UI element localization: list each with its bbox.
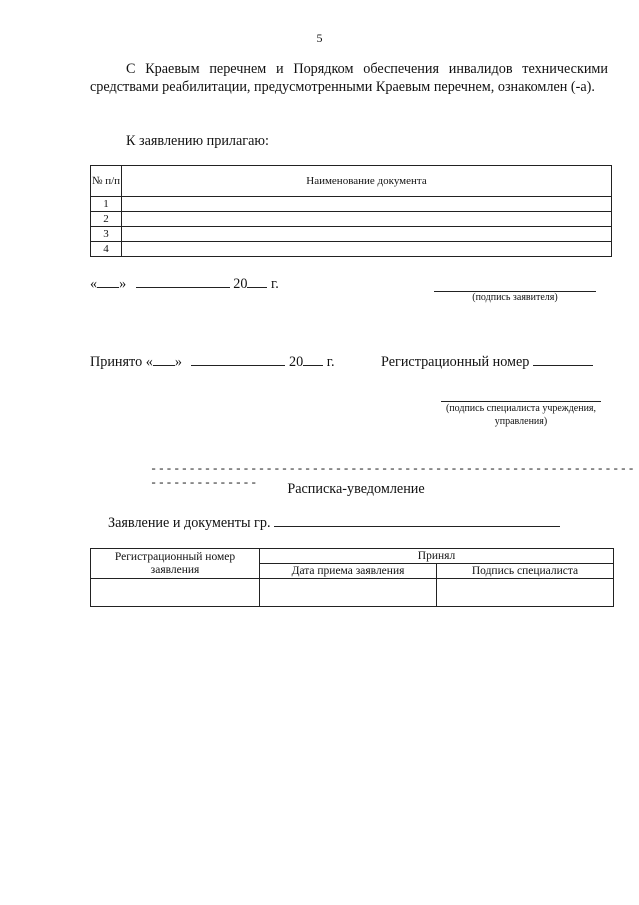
applicant-signature-caption: (подпись заявителя) — [472, 292, 558, 303]
table-header-row — [91, 166, 612, 197]
col-document-name-header: Наименование документа — [122, 166, 612, 197]
col-signature-header: Подпись специалиста — [437, 564, 614, 579]
day-blank[interactable] — [97, 275, 119, 288]
acknowledgement-paragraph: С Краевым перечнем и Порядком обеспечения инвалидов техническими средствами реабилитации, предусмотренными Краевым перечнем, ознакомлен (-а). — [90, 61, 608, 96]
document-name-cell[interactable] — [122, 242, 612, 257]
table-row — [91, 197, 612, 212]
attachments-heading: К заявлению прилагаю: — [126, 133, 269, 149]
year-prefix: 20 — [233, 276, 248, 292]
month-blank[interactable] — [136, 275, 230, 288]
table-row — [91, 579, 614, 607]
cut-line: ----------------------------------------------------------------------------- — [150, 462, 636, 490]
year-suffix: г. — [271, 276, 279, 292]
document-name-cell[interactable] — [122, 227, 612, 242]
col-number-header: № п/п — [91, 166, 122, 197]
application-date-field — [90, 275, 279, 293]
open-quote: « — [90, 276, 98, 292]
day-blank[interactable] — [153, 353, 175, 366]
table-row — [91, 212, 612, 227]
month-blank[interactable] — [191, 353, 285, 366]
receipt-title: Расписка-уведомление — [287, 481, 425, 497]
row-number: 4 — [91, 242, 122, 257]
receipt-applicant-field — [108, 514, 560, 532]
row-number: 1 — [91, 197, 122, 212]
applicant-name-blank[interactable] — [274, 514, 560, 527]
table-header-row — [91, 549, 614, 564]
document-name-cell[interactable] — [122, 212, 612, 227]
registration-number-field — [381, 353, 593, 371]
year-blank[interactable] — [303, 353, 323, 366]
row-number: 2 — [91, 212, 122, 227]
accepted-date-field — [90, 353, 335, 371]
table-row — [91, 227, 612, 242]
close-quote: » — [119, 276, 127, 292]
registration-number-cell[interactable] — [91, 579, 260, 607]
page-number: 5 — [316, 31, 323, 45]
receipt-line-label: Заявление и документы гр. — [108, 515, 271, 531]
date-cell[interactable] — [260, 579, 437, 607]
table-row — [91, 242, 612, 257]
col-registration-number-header: Регистрационный номер заявления — [91, 549, 260, 579]
accepted-label: Принято « — [90, 354, 153, 370]
year-suffix: г. — [326, 354, 335, 370]
document-name-cell[interactable] — [122, 197, 612, 212]
year-blank[interactable] — [247, 275, 267, 288]
row-number: 3 — [91, 227, 122, 242]
year-prefix: 20 — [289, 354, 304, 370]
col-accepted-header: Принял — [260, 549, 614, 564]
receipt-table — [90, 548, 614, 607]
signature-cell[interactable] — [437, 579, 614, 607]
attachments-table — [90, 165, 612, 257]
specialist-signature-caption: (подпись специалиста учреждения, управления) — [445, 403, 597, 427]
close-quote: » — [174, 354, 182, 370]
registration-number-blank[interactable] — [533, 353, 593, 366]
registration-number-label: Регистрационный номер — [381, 354, 530, 370]
col-date-header: Дата приема заявления — [260, 564, 437, 579]
